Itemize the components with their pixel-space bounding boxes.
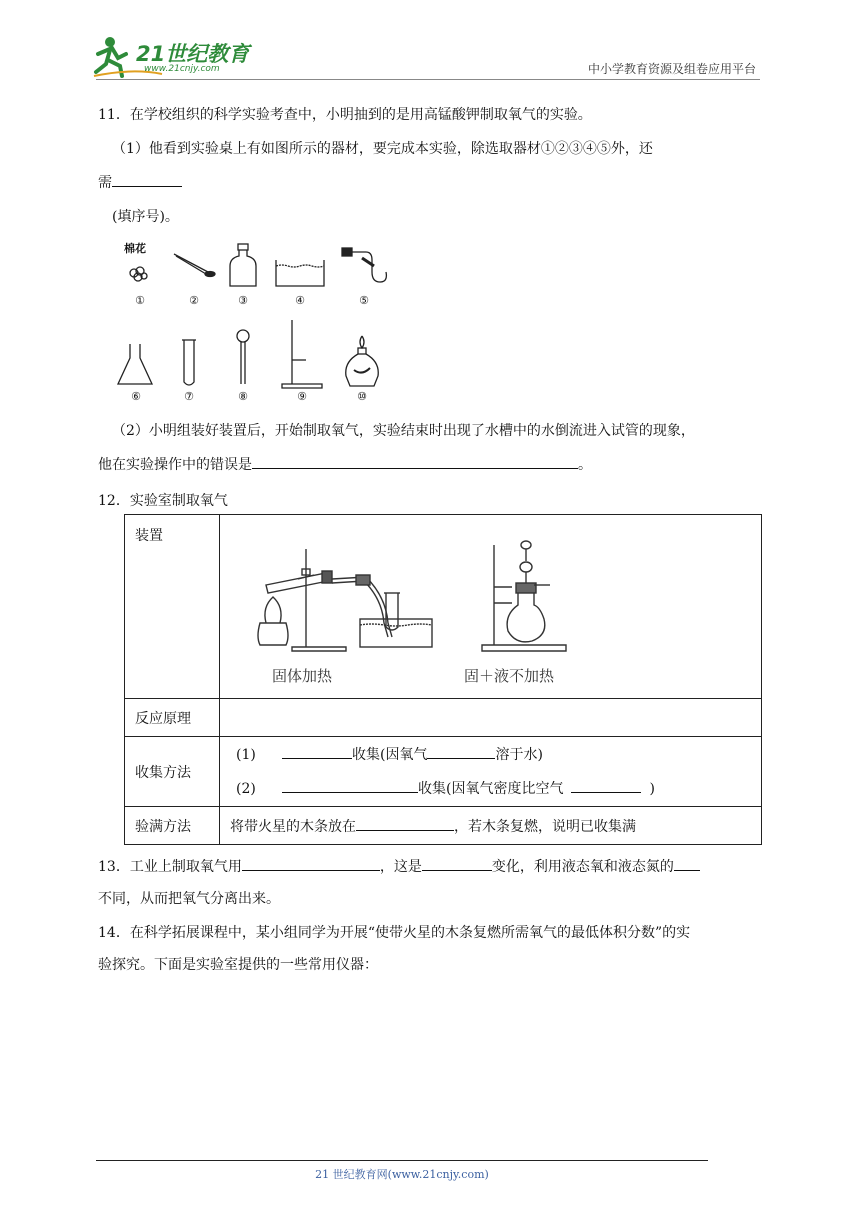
caption-solid-liquid: 固＋液不加热: [464, 667, 555, 685]
q14-line1: 14．在科学拓展课程中，某小组同学为开展“使带火星的木条复燃所需氧气的最低体积分数”的实: [98, 925, 691, 941]
equipment-figure: [110, 236, 410, 406]
collect-blank-3[interactable]: [282, 778, 418, 793]
platform-title: 中小学教育资源及组卷应用平台: [587, 62, 756, 76]
q11-part1-line2: [98, 172, 182, 194]
delivery-tube-icon: [342, 248, 386, 282]
collect-blank-1[interactable]: [282, 744, 352, 759]
equip-label-7: ⑦: [184, 390, 194, 403]
equip-label-10: ⑩: [357, 390, 367, 403]
equipment-drawing: [110, 236, 410, 406]
row-label-collect: 收集方法: [125, 737, 220, 807]
solid-liquid-apparatus-icon: [482, 541, 566, 651]
check-cell: [220, 807, 762, 845]
footer-link[interactable]: 21 世纪教育网(www.21cnjy.com): [315, 1168, 489, 1181]
collect-blank-2[interactable]: [427, 744, 495, 759]
collect-end-1: 溶于水): [495, 746, 543, 763]
q11-answer-blank-2[interactable]: [252, 454, 578, 469]
q13-line1: [98, 856, 700, 878]
q13-blank-2[interactable]: [422, 856, 492, 871]
equip-label-5: ⑤: [359, 294, 369, 307]
collect-text-2: 收集(因氧气密度比空气: [418, 780, 564, 797]
q12-stem: 12．实验室制取氧气: [98, 493, 228, 509]
logo-url: www.21cnjy.com: [144, 64, 220, 74]
header-divider: [96, 79, 760, 80]
q11-answer-blank-1[interactable]: [112, 172, 182, 187]
site-logo[interactable]: [92, 32, 262, 82]
logo-title: 21世纪教育: [136, 42, 250, 66]
alcohol-lamp-icon: [346, 336, 379, 386]
row-label-principle: 反应原理: [125, 699, 220, 737]
cotton-icon: [130, 267, 147, 281]
collect-text-1: 收集(因氧气: [352, 746, 428, 763]
q13-blank-1[interactable]: [242, 856, 380, 871]
apparatus-drawing: [236, 527, 596, 667]
water-trough-icon: [276, 260, 324, 286]
q11-part2-prompt: 他在实验操作中的错误是: [98, 457, 252, 473]
oxygen-prep-table: [124, 514, 762, 845]
collect-cell: [220, 737, 762, 807]
q11-part1-line1: （1）他看到实验桌上有如图所示的器材，要完成本实验，除选取器材①②③④⑤外，还: [112, 141, 653, 157]
equip-label-9: ⑨: [297, 390, 307, 403]
solid-heating-apparatus-icon: [258, 549, 432, 651]
q14-line2: 验探究。下面是实验室提供的一些常用仪器：: [98, 957, 378, 973]
check-text-b: ，若木条复燃，说明已收集满: [454, 818, 636, 835]
q13-text-a: 13．工业上制取氧气用: [98, 859, 242, 875]
q11-part1-hint: (填序号)。: [112, 209, 179, 225]
equip-label-8: ⑧: [238, 390, 248, 403]
long-neck-flask-icon: [237, 330, 249, 384]
iron-stand-icon: [282, 320, 322, 388]
principle-cell[interactable]: [220, 699, 762, 737]
collect-blank-4[interactable]: [571, 778, 641, 793]
q11-part1-need: 需: [98, 175, 112, 191]
cotton-label: 棉花: [124, 242, 146, 255]
q13-text-b: ，这是: [379, 859, 422, 875]
equip-label-1: ①: [135, 294, 145, 307]
q11-part2-end: 。: [578, 457, 592, 473]
check-blank[interactable]: [356, 816, 454, 831]
row-label-device: 装置: [125, 515, 220, 699]
device-cell: [220, 515, 762, 699]
q11-part2-line1: （2）小明组装好装置后，开始制取氧气，实验结束时出现了水槽中的水倒流进入试管的现象，: [112, 423, 695, 439]
collect-line-2: [230, 772, 751, 806]
equip-label-2: ②: [189, 294, 199, 307]
footer-divider: [96, 1160, 708, 1161]
conical-flask-icon: [118, 344, 152, 384]
equip-label-6: ⑥: [131, 390, 141, 403]
q11-stem: 11．在学校组织的科学实验考查中，小明抽到的是用高锰酸钾制取氧气的实验。: [98, 107, 592, 123]
collect-line-1: [230, 738, 751, 772]
row-label-check: 验满方法: [125, 807, 220, 845]
collect-end-2: ): [649, 780, 655, 797]
collect-num-2: (2): [236, 780, 256, 797]
spoon-icon: [174, 254, 215, 277]
q13-blank-3[interactable]: [674, 856, 700, 871]
q13-line2: 不同，从而把氧气分离出来。: [98, 891, 280, 907]
check-text-a: 将带火星的木条放在: [230, 818, 356, 835]
q13-text-c: 变化，利用液态氧和液态氮的: [491, 859, 674, 875]
collect-num-1: (1): [236, 746, 256, 763]
caption-solid-heating: 固体加热: [272, 667, 333, 685]
gas-bottle-icon: [230, 244, 256, 286]
test-tube-icon: [182, 340, 196, 385]
q11-part2-line2: [98, 454, 592, 476]
equip-label-4: ④: [295, 294, 305, 307]
equip-label-3: ③: [238, 294, 248, 307]
